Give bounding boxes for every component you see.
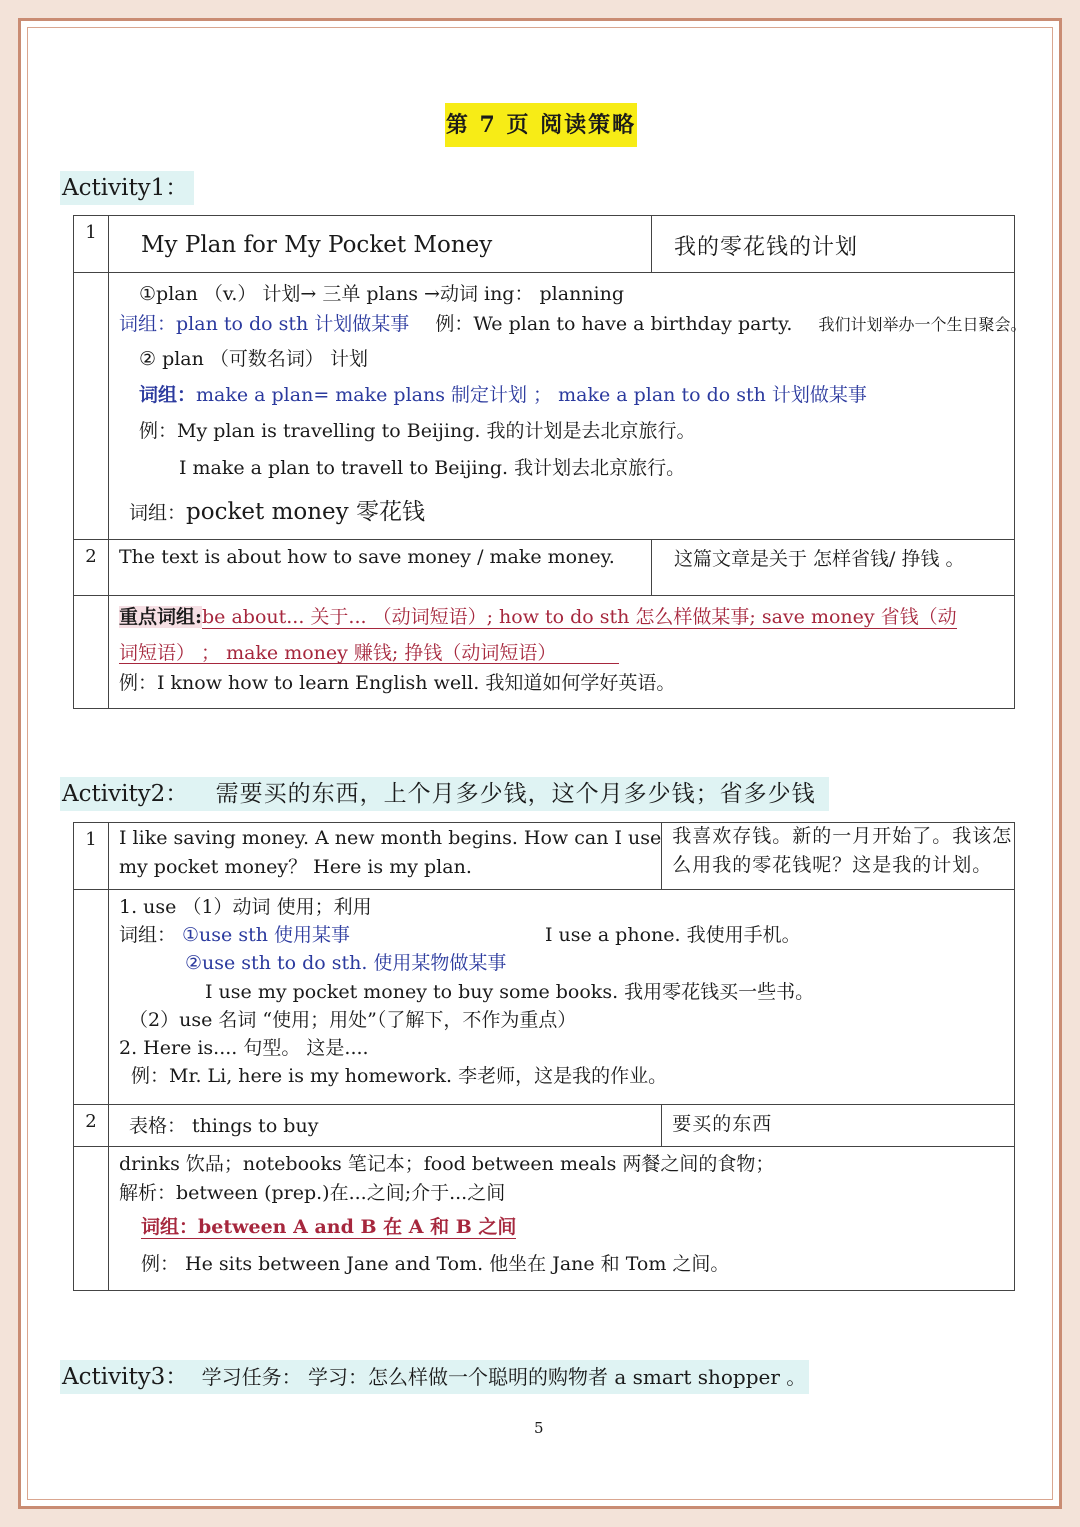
note-line: ② plan （可数名词） 计划 bbox=[139, 348, 368, 370]
vocab-line: drinks 饮品；notebooks 笔记本；food between meals 两餐之间的食物； bbox=[119, 1153, 775, 1175]
row-zh: 这篇文章是关于 怎样省钱/ 挣钱 。 bbox=[652, 540, 1015, 596]
title-zh: 我的零花钱的计划 bbox=[652, 216, 1015, 273]
key-phrase: 词短语） ； make money 赚钱; 挣钱（动词短语） bbox=[119, 644, 619, 664]
notes-cell bbox=[109, 596, 1015, 709]
page-title: 第 7 页 阅读策略 bbox=[445, 103, 637, 147]
example-zh: 我们计划举办一个生日聚会。 bbox=[818, 315, 1027, 334]
notes-cell bbox=[109, 273, 1027, 540]
notes-cell bbox=[109, 890, 1015, 1105]
table-row bbox=[74, 823, 1015, 890]
table-row bbox=[74, 1105, 1015, 1147]
table-row bbox=[74, 216, 1015, 273]
activity3-heading bbox=[60, 1360, 809, 1394]
row-en: I like saving money. A new month begins. How can I use bbox=[119, 827, 662, 849]
activity2-table bbox=[73, 822, 1015, 1291]
activity1-heading: Activity1： bbox=[60, 171, 194, 205]
activity2-label: Activity2： bbox=[62, 781, 189, 807]
example: 例： He sits between Jane and Tom. 他坐在 Jane 和 Tom 之间。 bbox=[141, 1253, 730, 1275]
key-label: 重点词组: bbox=[119, 606, 203, 628]
example: I make a plan to travell to Beijing. 我计划去北京旅行。 bbox=[179, 457, 686, 479]
note-line: ①plan （v.） 计划→ 三单 plans →动词 ing： planning bbox=[139, 283, 625, 305]
phrase: ①use sth 使用某事 bbox=[182, 924, 350, 946]
title-en: My Plan for My Pocket Money bbox=[109, 216, 652, 273]
example: 例：I know how to learn English well. 我知道如何学好英语。 bbox=[119, 672, 676, 694]
table-row bbox=[74, 1147, 1015, 1291]
table-row bbox=[74, 273, 1015, 540]
row-en: 表格： things to buy bbox=[109, 1105, 662, 1147]
phrase-label: 词组： bbox=[119, 924, 177, 946]
activity2-description: 需要买的东西，上个月多少钱，这个月多少钱；省多少钱 bbox=[215, 781, 816, 807]
activity2-heading bbox=[60, 777, 829, 811]
phrase: 词组：plan to do sth 计划做某事 bbox=[119, 313, 410, 335]
row-number: 2 bbox=[74, 1105, 109, 1147]
example: I use my pocket money to buy some books. 我用零花钱买一些书。 bbox=[205, 981, 815, 1003]
key-phrase: be about... 关于... （动词短语）; how to do sth 怎么样做某事; save money 省钱（动 bbox=[202, 606, 957, 628]
row-number: 2 bbox=[74, 540, 109, 596]
phrase: make a plan= make plans 制定计划 ； make a plan to do sth 计划做某事 bbox=[196, 384, 867, 406]
table-row bbox=[74, 890, 1015, 1105]
notes-cell bbox=[109, 1147, 1015, 1291]
example: 例：We plan to have a birthday party. bbox=[435, 313, 793, 335]
row-en: my pocket money？ Here is my plan. bbox=[119, 856, 472, 878]
row-number: 1 bbox=[74, 823, 109, 890]
activity3-description: 学习任务： 学习：怎么样做一个聪明的购物者 a smart shopper 。 bbox=[201, 1365, 807, 1389]
page-number: 5 bbox=[534, 1419, 544, 1437]
activity1-table bbox=[73, 215, 1027, 709]
key-phrase: 词组：between A and B 在 A 和 B 之间 bbox=[141, 1216, 517, 1238]
example: 例：My plan is travelling to Beijing. 我的计划是去北京旅行。 bbox=[139, 420, 696, 442]
example: 例：Mr. Li, here is my homework. 李老师，这是我的作业。 bbox=[131, 1065, 668, 1087]
note-line: 解析：between (prep.)在...之间;介于...之间 bbox=[119, 1182, 506, 1204]
phrase-label: 词组： bbox=[129, 502, 187, 524]
note-line: （2）use 名词 “使用；用处”（了解下，不作为重点） bbox=[129, 1009, 577, 1031]
table-row bbox=[74, 596, 1015, 709]
note-line: 2. Here is.... 句型。 这是.... bbox=[119, 1037, 369, 1059]
row-zh: 么用我的零花钱呢？这是我的计划。 bbox=[672, 854, 993, 876]
row-zh: 我喜欢存钱。新的一月开始了。我该怎 bbox=[672, 825, 1013, 847]
row-en: The text is about how to save money / make money. bbox=[109, 540, 652, 596]
phrase: pocket money 零花钱 bbox=[186, 499, 425, 525]
activity3-label: Activity3： bbox=[62, 1364, 189, 1390]
phrase-label: 词组： bbox=[139, 384, 197, 406]
row-number: 1 bbox=[74, 216, 109, 273]
note-line: 1. use （1）动词 使用；利用 bbox=[119, 896, 372, 918]
phrase: ②use sth to do sth. 使用某物做某事 bbox=[185, 952, 507, 974]
example: I use a phone. 我使用手机。 bbox=[545, 924, 801, 946]
row-zh: 要买的东西 bbox=[662, 1105, 1015, 1147]
table-row bbox=[74, 540, 1015, 596]
